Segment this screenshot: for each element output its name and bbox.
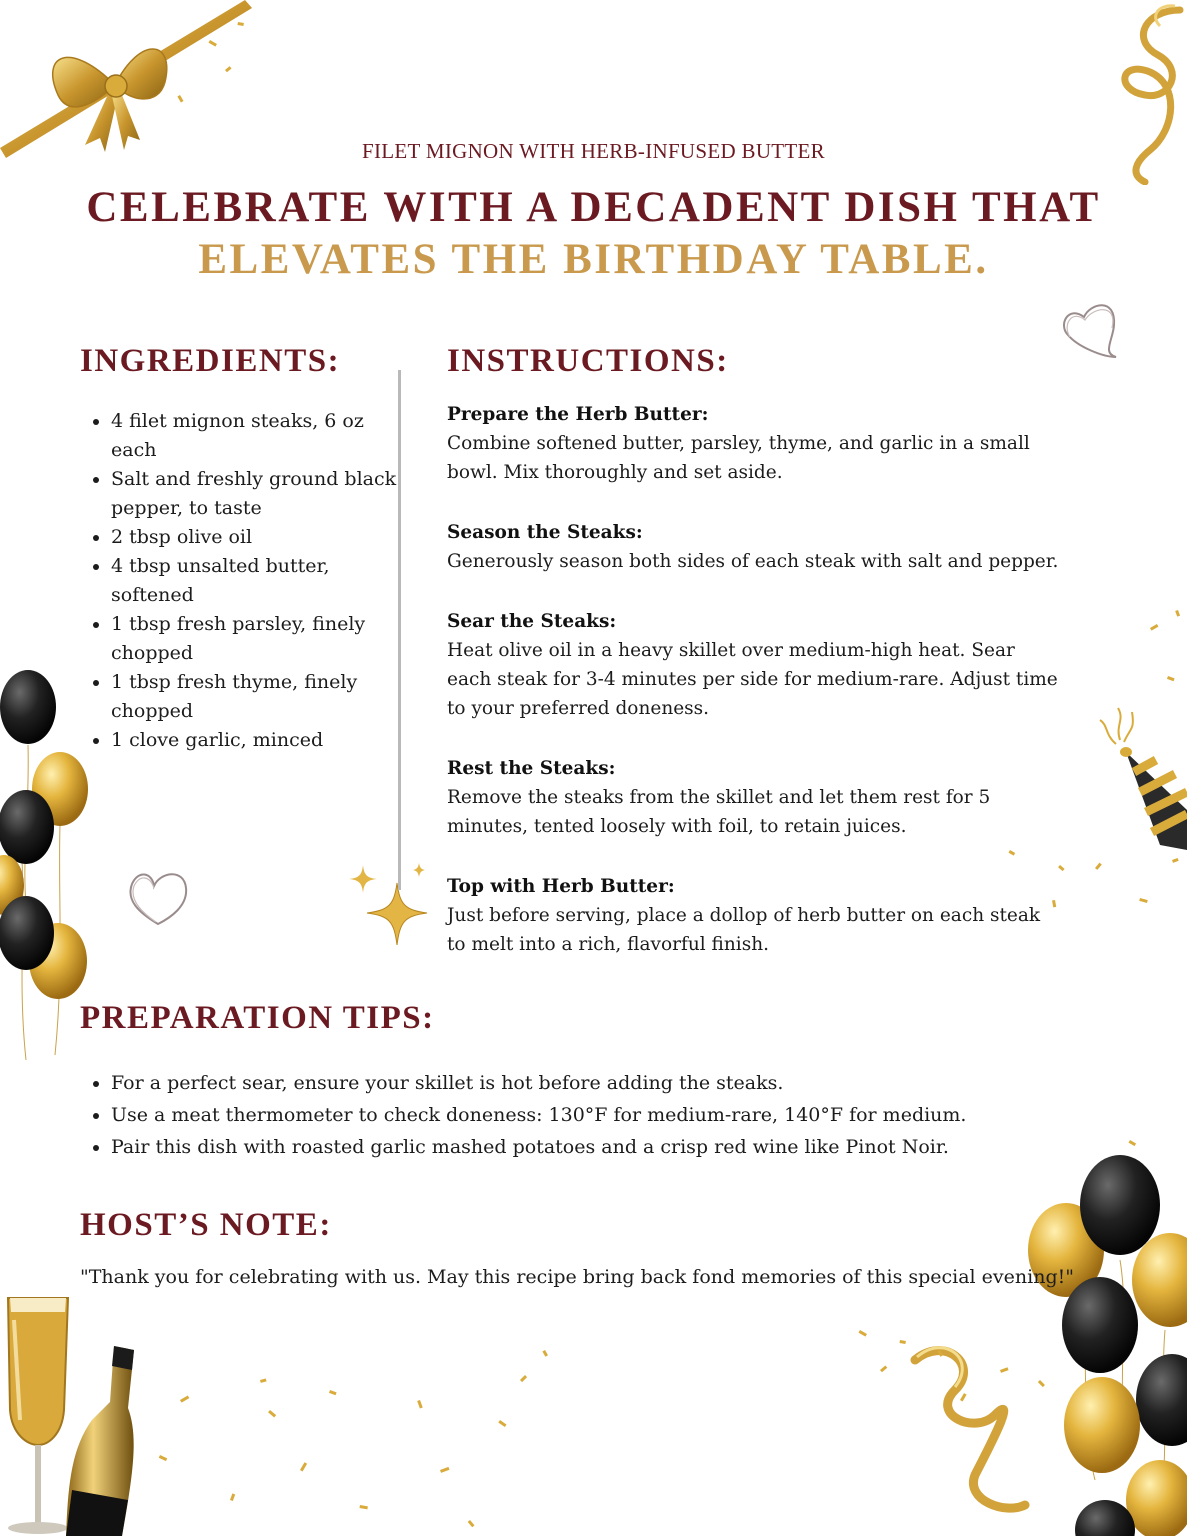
step-title: Prepare the Herb Butter: — [447, 404, 709, 425]
list-item: • 1 clove garlic, minced — [111, 726, 411, 755]
list-item: • 2 tbsp olive oil — [111, 523, 411, 552]
step-text: Generously season both sides of each steak with salt and pepper. — [447, 551, 1059, 572]
instructions-heading: INSTRUCTIONS: — [447, 343, 729, 379]
list-item: • 1 tbsp fresh parsley, finely chopped — [111, 610, 411, 668]
recipe-subtitle: FILET MIGNON WITH HERB-INFUSED BUTTER — [362, 139, 825, 163]
page-headline — [0, 182, 1187, 286]
tips-heading: PREPARATION TIPS: — [80, 1000, 435, 1036]
instruction-step — [447, 754, 1059, 841]
step-title: Rest the Steaks: — [447, 758, 616, 779]
instructions-list — [447, 400, 1059, 990]
list-item: • 4 filet mignon steaks, 6 oz each — [111, 407, 411, 465]
list-item: • For a perfect sear, ensure your skillet is hot before adding the steaks. — [111, 1067, 1011, 1099]
step-text: Remove the steaks from the skillet and let them rest for 5 minutes, tented loosely with foil, to retain juices. — [447, 787, 991, 837]
step-title: Season the Steaks: — [447, 522, 643, 543]
list-item: • Use a meat thermometer to check doneness: 130°F for medium-rare, 140°F for medium. — [111, 1099, 1011, 1131]
step-text: Combine softened butter, parsley, thyme, and garlic in a small bowl. Mix thoroughly and set aside. — [447, 433, 1030, 483]
host-note-heading: HOST’S NOTE: — [80, 1207, 332, 1243]
list-item: • Salt and freshly ground black pepper, to taste — [111, 465, 411, 523]
headline-line-2: ELEVATES THE BIRTHDAY TABLE. — [198, 236, 989, 283]
instruction-step — [447, 400, 1059, 487]
headline-line-1: CELEBRATE WITH A DECADENT DISH THAT — [86, 184, 1101, 231]
list-item: • 1 tbsp fresh thyme, finely chopped — [111, 668, 411, 726]
step-text: Just before serving, place a dollop of herb butter on each steak to melt into a rich, flavorful finish. — [447, 905, 1041, 955]
ingredients-list — [80, 407, 411, 755]
step-title: Sear the Steaks: — [447, 611, 617, 632]
instruction-step — [447, 607, 1059, 723]
column-divider — [398, 370, 401, 890]
step-title: Top with Herb Butter: — [447, 876, 675, 897]
list-item: • 4 tbsp unsalted butter, softened — [111, 552, 411, 610]
instruction-step — [447, 872, 1059, 959]
host-note-text: "Thank you for celebrating with us. May this recipe bring back fond memories of this special evening!" — [80, 1266, 1074, 1288]
list-item: • Pair this dish with roasted garlic mashed potatoes and a crisp red wine like Pinot Noir. — [111, 1131, 1011, 1163]
ingredients-heading: INGREDIENTS: — [80, 343, 341, 379]
tips-list — [80, 1067, 1011, 1163]
step-text: Heat olive oil in a heavy skillet over medium-high heat. Sear each steak for 3-4 minutes per side for medium-rare. Adjust time to your preferred doneness. — [447, 640, 1058, 719]
instruction-step — [447, 518, 1059, 576]
